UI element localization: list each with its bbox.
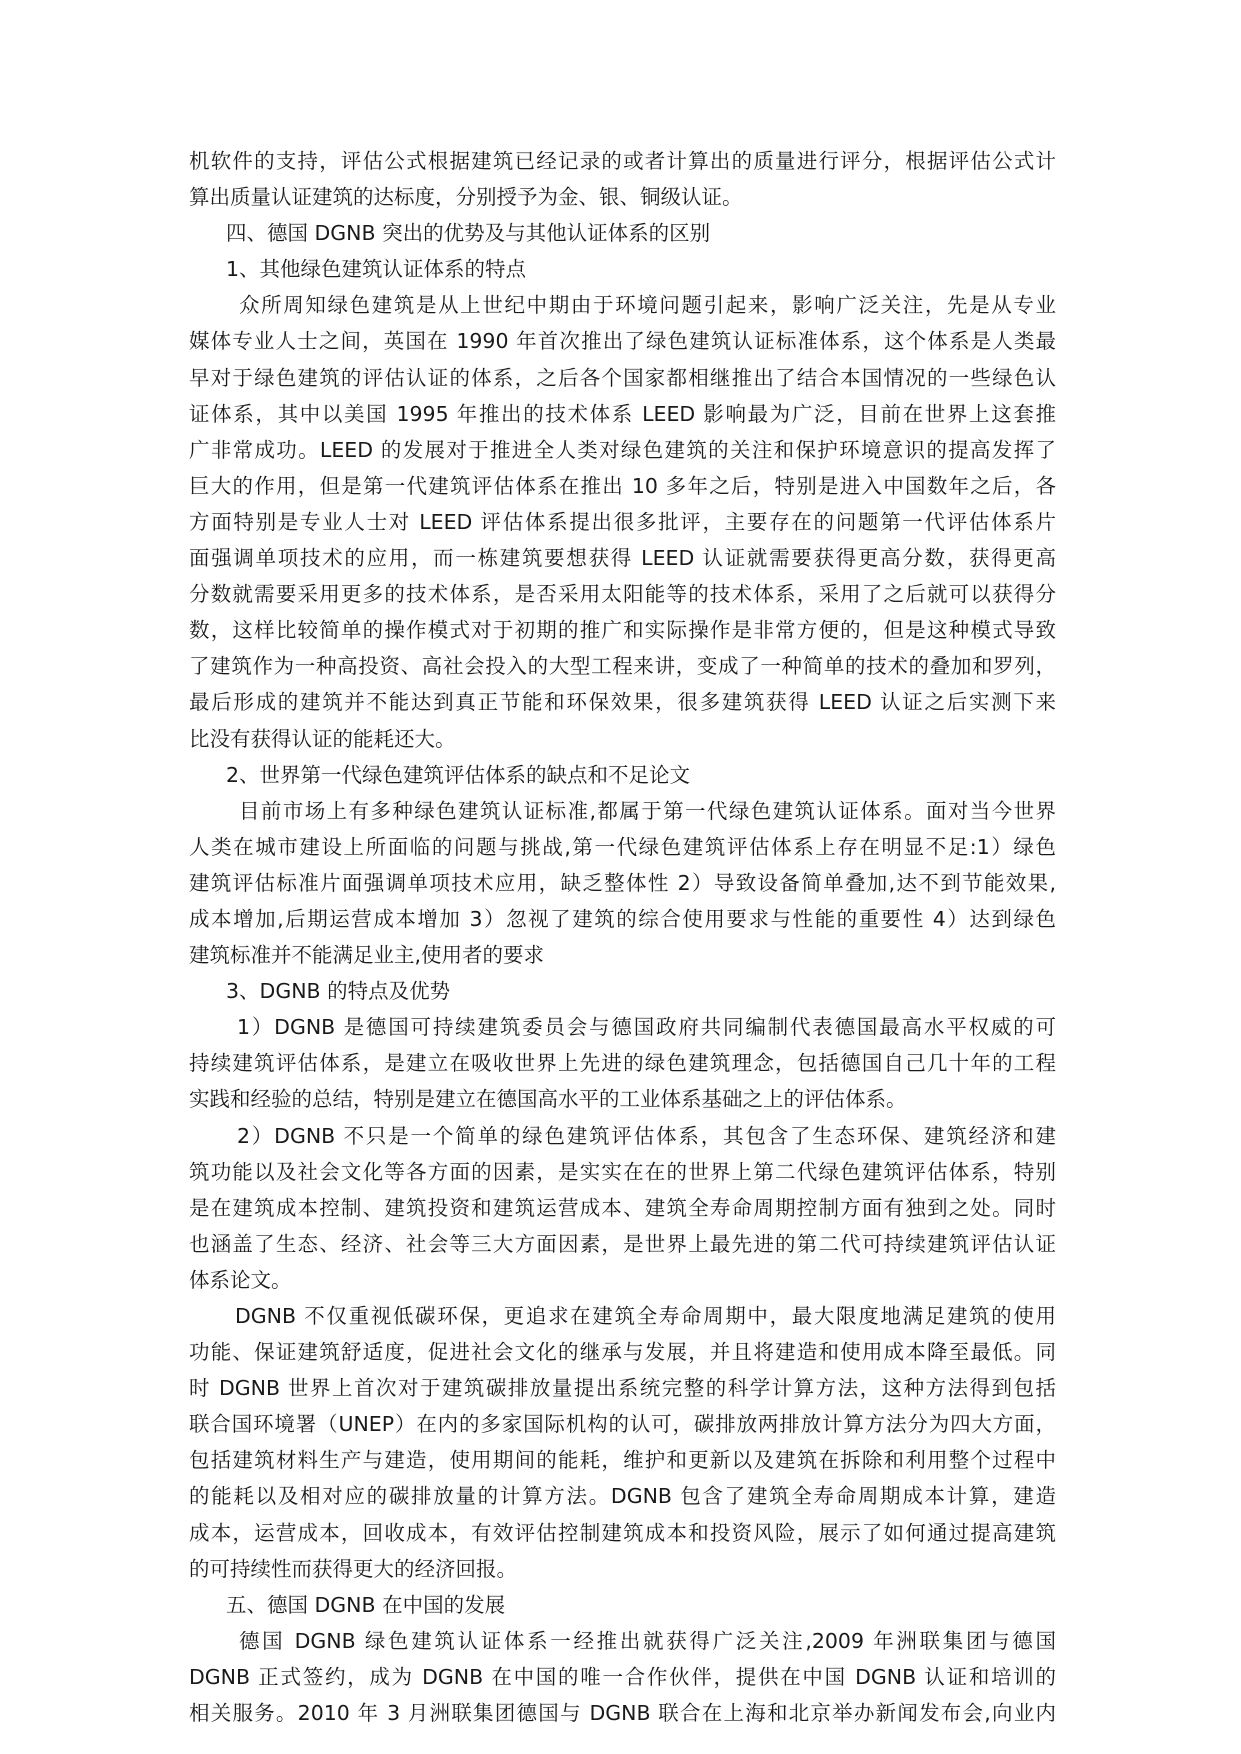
paragraph-line: 的可持续性而获得更大的经济回报。 — [189, 1556, 517, 1581]
section-heading: 四、德国 DGNB 突出的优势及与其他认证体系的区别 — [226, 221, 711, 246]
paragraph-line: 成本，运营成本，回收成本，有效评估控制建筑成本和投资风险，展示了如何通过提高建筑 — [189, 1520, 1056, 1545]
paragraph-line: DGNB 不仅重视低碳环保，更追求在建筑全寿命周期中，最大限度地满足建筑的使用 — [235, 1304, 1056, 1328]
paragraph-line: 成本增加,后期运营成本增加 3）忽视了建筑的综合使用要求与性能的重要性 4）达到绿色 — [189, 906, 1056, 931]
paragraph-line: 1）DGNB 是德国可持续建筑委员会与德国政府共同编制代表德国最高水平权威的可 — [237, 1015, 1056, 1040]
paragraph-line: 相关服务。2010 年 3 月洲联集团德国与 DGNB 联合在上海和北京举办新闻发布会,向业内 — [189, 1701, 1056, 1726]
paragraph-line: 机软件的支持，评估公式根据建筑已经记录的或者计算出的质量进行评分，根据评估公式计 — [189, 149, 1056, 173]
paragraph-line: 算出质量认证建筑的达标度，分别授予为金、银、铜级认证。 — [189, 185, 743, 210]
paragraph-line: 媒体专业人士之间，英国在 1990 年首次推出了绿色建筑认证标准体系，这个体系是人类最 — [189, 329, 1056, 354]
paragraph-line: 的能耗以及相对应的碳排放量的计算方法。DGNB 包含了建筑全寿命周期成本计算，建造 — [189, 1484, 1056, 1509]
subsection-heading: 2、世界第一代绿色建筑评估体系的缺点和不足论文 — [226, 762, 691, 787]
paragraph-line: 数，这样比较简单的操作模式对于初期的推广和实际操作是非常方便的，但是这种模式导致 — [189, 618, 1056, 643]
paragraph-line: 方面特别是专业人士对 LEED 评估体系提出很多批评，主要存在的问题第一代评估体系片 — [189, 509, 1056, 534]
paragraph-line: 了建筑作为一种高投资、高社会投入的大型工程来讲，变成了一种简单的技术的叠加和罗列， — [189, 654, 1056, 679]
subsection-heading: 1、其他绿色建筑认证体系的特点 — [226, 257, 527, 282]
paragraph-line: 时 DGNB 世界上首次对于建筑碳排放量提出系统完整的科学计算方法，这种方法得到包括 — [189, 1376, 1056, 1401]
subsection-heading: 3、DGNB 的特点及优势 — [226, 979, 451, 1004]
paragraph-line: 包括建筑材料生产与建造，使用期间的能耗，维护和更新以及建筑在拆除和利用整个过程中 — [189, 1448, 1056, 1473]
paragraph-line: 2）DGNB 不只是一个简单的绿色建筑评估体系，其包含了生态环保、建筑经济和建 — [237, 1123, 1056, 1148]
paragraph-line: 早对于绿色建筑的评估认证的体系，之后各个国家都相继推出了结合本国情况的一些绿色认 — [189, 365, 1056, 390]
paragraph-line: 证体系，其中以美国 1995 年推出的技术体系 LEED 影响最为广泛，目前在世界上这套推 — [189, 401, 1056, 426]
paragraph-line: 建筑标准并不能满足业主,使用者的要求 — [189, 943, 545, 968]
paragraph-line: 筑功能以及社会文化等各方面的因素，是实实在在的世界上第二代绿色建筑评估体系，特别 — [189, 1159, 1056, 1184]
paragraph-line: 体系论文。 — [189, 1267, 292, 1292]
paragraph-line: 实践和经验的总结，特别是建立在德国高水平的工业体系基础之上的评估体系。 — [189, 1087, 907, 1112]
document-body — [189, 143, 1056, 1731]
paragraph-line: 联合国环境署（UNEP）在内的多家国际机构的认可，碳排放两排放计算方法分为四大方面， — [189, 1412, 1056, 1437]
paragraph-line: 也涵盖了生态、经济、社会等三大方面因素，是世界上最先进的第二代可持续建筑评估认证 — [189, 1231, 1056, 1256]
section-heading: 五、德国 DGNB 在中国的发展 — [226, 1592, 506, 1617]
paragraph-line: 功能、保证建筑舒适度，促进社会文化的继承与发展，并且将建造和使用成本降至最低。同 — [189, 1340, 1056, 1365]
paragraph-line: 德国 DGNB 绿色建筑认证体系一经推出就获得广泛关注,2009 年洲联集团与德国 — [239, 1628, 1056, 1653]
paragraph-line: 面强调单项技术的应用，而一栋建筑要想获得 LEED 认证就需要获得更高分数，获得更高 — [189, 546, 1056, 571]
paragraph-line: 最后形成的建筑并不能达到真正节能和环保效果，很多建筑获得 LEED 认证之后实测下来 — [189, 690, 1056, 715]
paragraph-line: 持续建筑评估体系，是建立在吸收世界上先进的绿色建筑理念，包括德国自己几十年的工程 — [189, 1051, 1056, 1076]
paragraph-line: DGNB 正式签约，成为 DGNB 在中国的唯一合作伙伴，提供在中国 DGNB 认证和培训的 — [189, 1664, 1056, 1689]
paragraph-line: 广非常成功。LEED 的发展对于推进全人类对绿色建筑的关注和保护环境意识的提高发挥了 — [189, 437, 1056, 462]
paragraph-line: 分数就需要采用更多的技术体系，是否采用太阳能等的技术体系，采用了之后就可以获得分 — [189, 582, 1056, 607]
paragraph-line: 人类在城市建设上所面临的问题与挑战,第一代绿色建筑评估体系上存在明显不足:1）绿色 — [189, 834, 1056, 859]
paragraph-line: 建筑评估标准片面强调单项技术应用，缺乏整体性 2）导致设备简单叠加,达不到节能效果, — [189, 870, 1056, 895]
paragraph-line: 目前市场上有多种绿色建筑认证标准,都属于第一代绿色建筑认证体系。面对当今世界 — [239, 798, 1056, 823]
paragraph-line: 比没有获得认证的能耗还大。 — [189, 726, 456, 751]
paragraph-line: 巨大的作用，但是第一代建筑评估体系在推出 10 多年之后，特别是进入中国数年之后，各 — [189, 473, 1056, 498]
paragraph-line: 众所周知绿色建筑是从上世纪中期由于环境问题引起来，影响广泛关注，先是从专业 — [239, 293, 1056, 318]
paragraph-line: 是在建筑成本控制、建筑投资和建筑运营成本、建筑全寿命周期控制方面有独到之处。同时 — [189, 1195, 1056, 1220]
